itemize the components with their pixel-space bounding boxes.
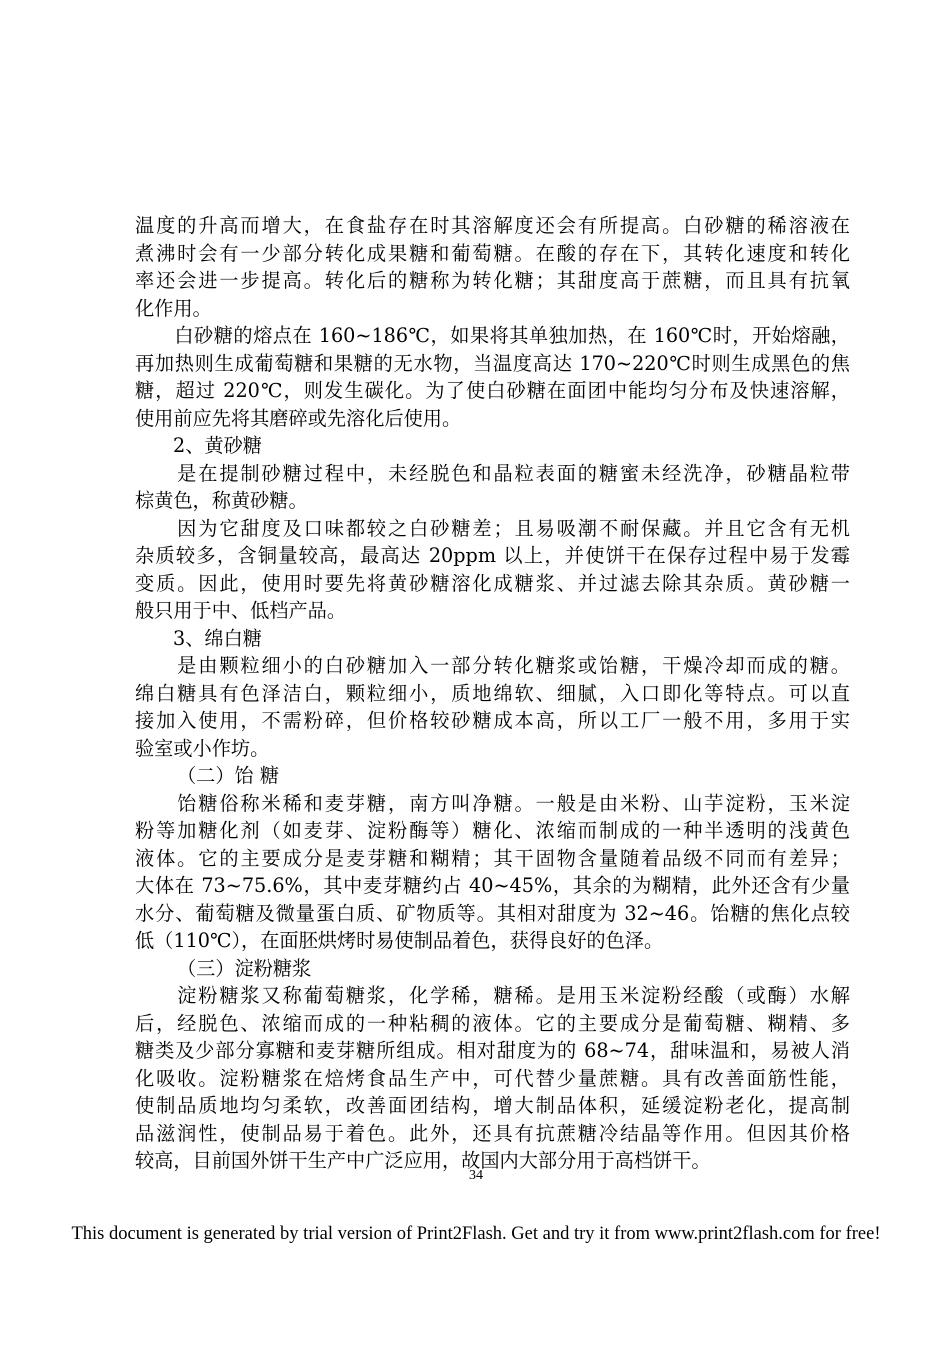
text-line: 使制品质地均匀柔软，改善面团结构，增大制品体积，延缓淀粉老化，提高制 — [135, 1094, 850, 1117]
text-line: 使用前应先将其磨碎或先溶化后使用。 — [135, 406, 462, 430]
text-line: 因为它甜度及口味都较之白砂糖差；且易吸潮不耐保藏。并且它含有无机 — [135, 516, 850, 540]
section-heading: 2、黄砂糖 — [173, 434, 262, 457]
section-heading: （三）淀粉糖浆 — [177, 956, 312, 980]
text-line: 棕黄色，称黄砂糖。 — [135, 489, 308, 512]
text-line: 验室或小作坊。 — [135, 736, 270, 760]
text-line: 是在提制砂糖过程中，未经脱色和晶粒表面的糖蜜未经洗净，砂糖晶粒带 — [135, 461, 850, 485]
text-line: 煮沸时会有一少部分转化成果糖和葡萄糖。在酸的存在下，其转化速度和转化 — [135, 241, 850, 265]
text-line: 化吸收。淀粉糖浆在焙烤食品生产中，可代替少量蔗糖。具有改善面筋性能， — [135, 1066, 850, 1090]
text-line: 化作用。 — [135, 296, 212, 320]
text-line: 饴糖俗称米稀和麦芽糖，南方叫净糖。一般是由米粉、山芋淀粉，玉米淀 — [135, 791, 850, 815]
section-heading: 3、绵白糖 — [173, 626, 262, 650]
trial-notice: This document is generated by trial version of Print2Flash. Get and try it from www.print2flash.com for free! — [71, 1224, 881, 1244]
text-line: 大体在 73~75.6%，其中麦芽糖约占 40~45%，其余的为糊精，此外还含有少量 — [135, 874, 850, 897]
document-body — [135, 212, 850, 1175]
text-line: 后，经脱色、浓缩而成的一种粘稠的液体。它的主要成分是葡萄糖、糊精、多 — [135, 1011, 850, 1035]
text-line: 粉等加糖化剂（如麦芽、淀粉酶等）糖化、浓缩而制成的一种半透明的浅黄色 — [135, 819, 850, 842]
text-line: 再加热则生成葡萄糖和果糖的无水物，当温度高达 170~220℃时则生成黑色的焦 — [135, 351, 850, 375]
text-line: 糖类及少部分寡糖和麦芽糖所组成。相对甜度为的 68~74，甜味温和，易被人消 — [135, 1039, 850, 1062]
text-line: 白砂糖的熔点在 160~186℃，如果将其单独加热，在 160℃时，开始熔融， — [135, 324, 850, 347]
text-line: 是由颗粒细小的白砂糖加入一部分转化糖浆或饴糖，干燥冷却而成的糖。 — [135, 654, 850, 677]
text-line: 品滋润性，使制品易于着色。此外，还具有抗蔗糖冷结晶等作用。但因其价格 — [135, 1121, 850, 1145]
text-line: 温度的升高而增大，在食盐存在时其溶解度还会有所提高。白砂糖的稀溶液在 — [135, 214, 850, 237]
text-line: 变质。因此，使用时要先将黄砂糖溶化成糖浆、并过滤去除其杂质。黄砂糖一 — [135, 571, 850, 595]
text-line: 接加入使用，不需粉碎，但价格较砂糖成本高，所以工厂一般不用，多用于实 — [135, 709, 850, 732]
text-line: 糖，超过 220℃，则发生碳化。为了使白砂糖在面团中能均匀分布及快速溶解， — [135, 379, 850, 402]
text-line: 较高，目前国外饼干生产中广泛应用，故国内大部分用于高档饼干。 — [135, 1149, 711, 1172]
text-line: 淀粉糖浆又称葡萄糖浆，化学稀，糖稀。是用玉米淀粉经酸（或酶）水解 — [135, 984, 850, 1007]
section-heading: （二）饴 糖 — [177, 764, 280, 787]
text-line: 液体。它的主要成分是麦芽糖和糊精；其干固物含量随着品级不同而有差异； — [135, 846, 850, 870]
text-line: 率还会进一步提高。转化后的糖称为转化糖；其甜度高于蔗糖，而且具有抗氧 — [135, 269, 850, 292]
text-line: 水分、葡萄糖及微量蛋白质、矿物质等。其相对甜度为 32~46。饴糖的焦化点较 — [135, 901, 850, 925]
text-line: 杂质较多，含铜量较高，最高达 20ppm 以上，并使饼干在保存过程中易于发霉 — [135, 544, 850, 567]
page-number: 34 — [469, 1168, 483, 1183]
text-line: 低（110℃），在面胚烘烤时易使制品着色，获得良好的色泽。 — [135, 929, 664, 952]
text-line: 绵白糖具有色泽洁白，颗粒细小，质地绵软、细腻，入口即化等特点。可以直 — [135, 681, 850, 705]
text-line: 般只用于中、低档产品。 — [135, 599, 347, 622]
